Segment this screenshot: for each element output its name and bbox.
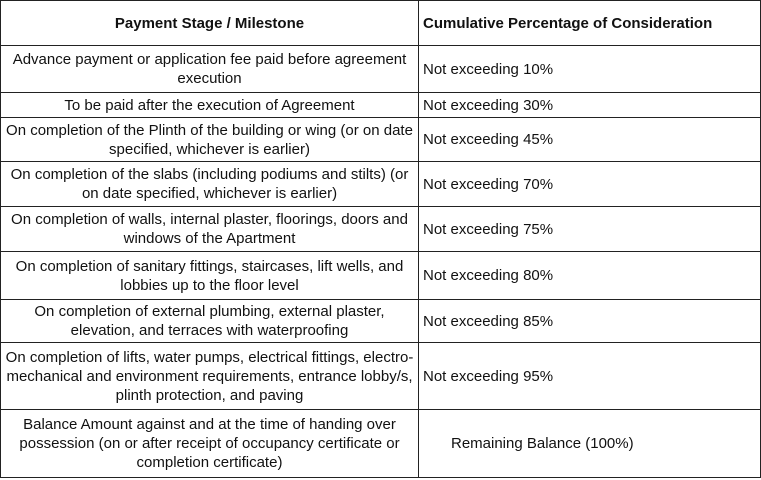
stage-cell: Advance payment or application fee paid before agreement execution [1,46,419,93]
stage-cell: On completion of external plumbing, external plaster, elevation, and terraces with waterproofing [1,300,419,343]
table-row [1,252,761,300]
percentage-cell: Not exceeding 70% [419,162,761,207]
header-payment-stage: Payment Stage / Milestone [1,1,419,46]
percentage-cell: Not exceeding 75% [419,207,761,252]
header-row [1,1,761,46]
table-row [1,410,761,478]
header-cumulative-percentage: Cumulative Percentage of Consideration [419,1,761,46]
stage-cell: On completion of walls, internal plaster, floorings, doors and windows of the Apartment [1,207,419,252]
table-row [1,343,761,410]
percentage-cell: Not exceeding 45% [419,118,761,162]
table-row [1,300,761,343]
percentage-cell: Not exceeding 95% [419,343,761,410]
percentage-cell: Not exceeding 10% [419,46,761,93]
percentage-cell: Not exceeding 85% [419,300,761,343]
percentage-cell: Remaining Balance (100%) [419,410,761,478]
stage-cell: On completion of lifts, water pumps, electrical fittings, electro-mechanical and environment requirements, entrance lobby/s, plinth protection, and paving [1,343,419,410]
table-row [1,162,761,207]
table-row [1,93,761,118]
stage-cell: To be paid after the execution of Agreement [1,93,419,118]
table-row [1,118,761,162]
stage-cell: On completion of the slabs (including podiums and stilts) (or on date specified, whichever is earlier) [1,162,419,207]
table-row [1,46,761,93]
table-header [1,1,761,46]
table-body [1,46,761,478]
percentage-cell: Not exceeding 30% [419,93,761,118]
table-row [1,207,761,252]
stage-cell: On completion of the Plinth of the building or wing (or on date specified, whichever is earlier) [1,118,419,162]
stage-cell: On completion of sanitary fittings, staircases, lift wells, and lobbies up to the floor level [1,252,419,300]
percentage-cell: Not exceeding 80% [419,252,761,300]
stage-cell: Balance Amount against and at the time of handing over possession (on or after receipt of occupancy certificate or completion certificate) [1,410,419,478]
